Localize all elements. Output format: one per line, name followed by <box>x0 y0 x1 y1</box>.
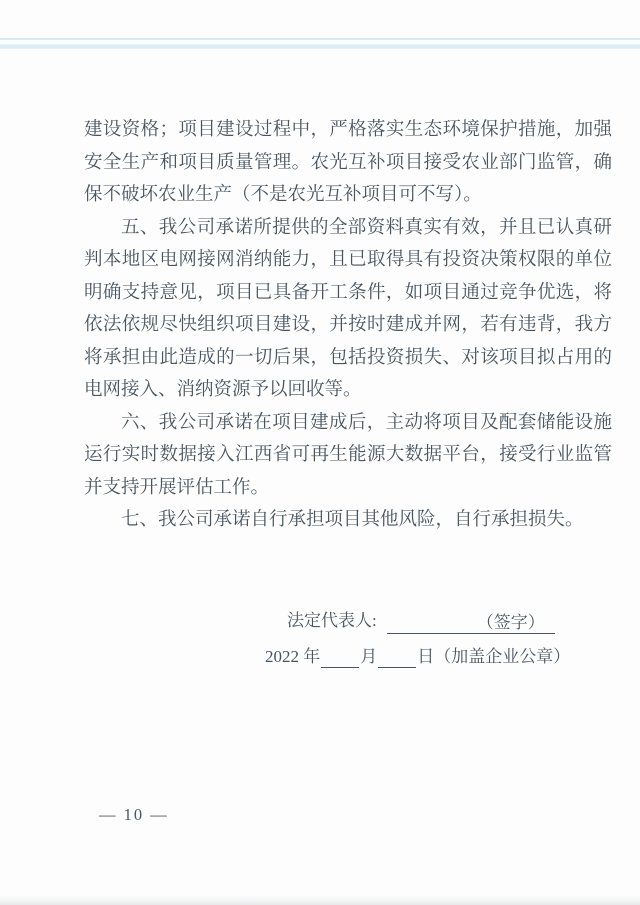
doc-line: 将承担由此造成的一切后果，包括投资损失、对该项目拟占用的 <box>84 347 612 368</box>
doc-line-paragraph-5-start: 五、我公司承诺所提供的全部资料真实有效，并且已认真研 <box>121 217 612 238</box>
document-body <box>84 114 612 537</box>
date-day-label: 日 <box>417 647 435 666</box>
doc-line: 保不破坏农业生产（不是农光互补项目可不写）。 <box>84 185 482 205</box>
doc-line: 明确支持意见，项目已具备开工条件，如项目通过竞争优选，将 <box>84 282 612 303</box>
doc-line-paragraph-7-start: 七、我公司承诺自行承担项目其他风险，自行承担损失。 <box>121 510 584 530</box>
sign-hint-label: （签字） <box>476 613 545 632</box>
signature-blank-field <box>387 610 555 634</box>
doc-line: 建设资格；项目建设过程中，严格落实生态环境保护措施，加强 <box>84 120 612 140</box>
top-decorative-stripe-band <box>0 44 640 49</box>
legal-representative-label: 法定代表人: <box>287 611 377 630</box>
date-month-label: 月 <box>360 647 378 666</box>
doc-line: 并支持开展评估工作。 <box>84 477 270 498</box>
top-decorative-stripe-thin <box>0 38 640 40</box>
date-line <box>265 644 570 670</box>
doc-line: 判本地区电网接网消纳能力，且已取得具有投资决策权限的单位 <box>84 250 612 270</box>
page-number: — 10 — <box>99 805 169 824</box>
doc-line: 电网接入、消纳资源予以回收等。 <box>84 380 362 400</box>
company-seal-note: （加盖企业公章） <box>434 647 571 666</box>
doc-line: 运行实时数据接入江西省可再生能源大数据平台，接受行业监管 <box>84 445 612 465</box>
signature-line <box>287 608 555 634</box>
day-blank-field <box>378 645 416 668</box>
date-year-label: 2022 年 <box>265 647 321 666</box>
doc-line: 依法依规尽快组织项目建设，并按时建成并网，若有违背，我方 <box>84 315 612 335</box>
bottom-scan-edge <box>0 895 640 905</box>
doc-line: 安全生产和项目质量管理。农光互补项目接受农业部门监管，确 <box>84 152 612 173</box>
month-blank-field <box>321 645 359 668</box>
doc-line-paragraph-6-start: 六、我公司承诺在项目建成后，主动将项目及配套储能设施 <box>121 412 612 433</box>
